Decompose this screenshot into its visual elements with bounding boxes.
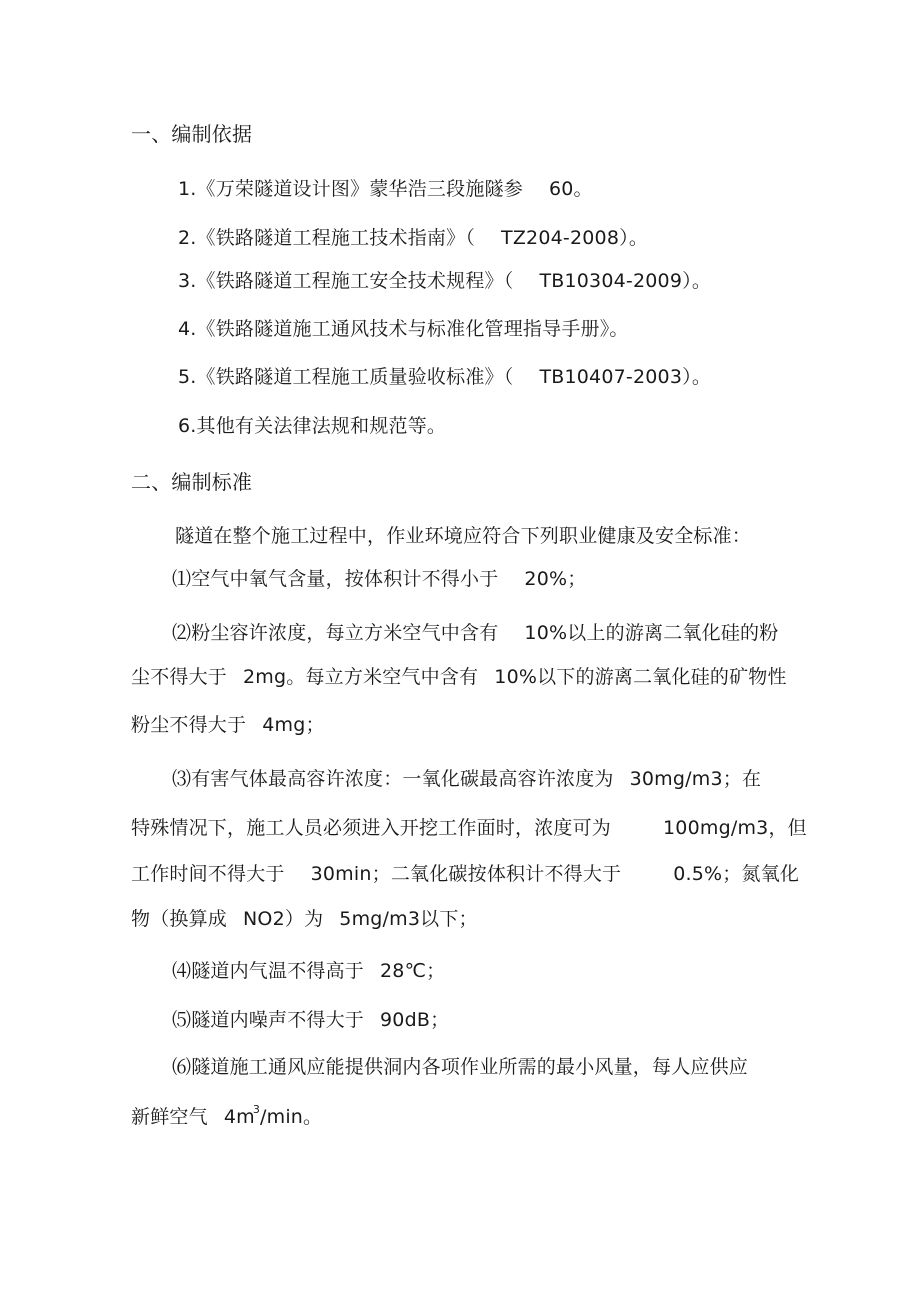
standard-item-3-line-3: 工作时间不得大于 30min；二氧化碳按体积计不得大于 0.5%；氮氧化	[131, 863, 800, 885]
basis-item-5: 5.《铁路隧道工程施工质量验收标准》（ TB10407-2003）。	[178, 366, 712, 388]
standard-item-4: ⑷隧道内气温不得高于 28℃；	[172, 960, 446, 982]
standard-intro: 隧道在整个施工过程中，作业环境应符合下列职业健康及安全标准：	[175, 525, 752, 547]
standard-item-6-line-1: ⑹隧道施工通风应能提供洞内各项作业所需的最小风量，每人应供应	[172, 1056, 749, 1078]
standard-item-1: ⑴空气中氧气含量，按体积计不得小于 20%；	[172, 568, 587, 590]
section-heading-standard: 二、编制标准	[131, 470, 253, 494]
standard-item-3-line-4: 物（换算成 NO2）为 5mg/m3以下；	[131, 908, 478, 930]
standard-item-3-line-2: 特殊情况下，施工人员必须进入开挖工作面时，浓度可为 100mg/m3，但	[131, 817, 807, 839]
standard-item-5: ⑸隧道内噪声不得大于 90dB；	[172, 1009, 450, 1031]
basis-item-3: 3.《铁路隧道工程施工安全技术规程》（ TB10304-2009）。	[178, 270, 712, 292]
standard-item-2-line-3: 粉尘不得大于 4mg；	[131, 714, 325, 736]
basis-item-2: 2.《铁路隧道工程施工技术指南》（ TZ204-2008）。	[178, 227, 649, 249]
basis-item-1: 1.《万荣隧道设计图》蒙华浩三段施隧参 60。	[178, 178, 593, 200]
standard-item-2-line-1: ⑵粉尘容许浓度，每立方米空气中含有 10%以上的游离二氧化硅的粉	[172, 622, 779, 644]
basis-item-4: 4.《铁路隧道施工通风技术与标准化管理指导手册》。	[178, 318, 629, 340]
section-heading-basis: 一、编制依据	[131, 122, 253, 146]
superscript-3: 3	[252, 1103, 261, 1116]
standard-item-3-line-1: ⑶有害气体最高容许浓度：一氧化碳最高容许浓度为 30mg/m3；在	[172, 768, 762, 790]
standard-item-6-line-2: 新鲜空气 $4m^3/\min$。	[131, 1103, 323, 1128]
basis-item-6: 6.其他有关法律法规和规范等。	[178, 415, 447, 437]
standard-item-2-line-2: 尘不得大于 2mg。每立方米空气中含有 10%以下的游离二氧化硅的矿物性	[131, 666, 787, 688]
